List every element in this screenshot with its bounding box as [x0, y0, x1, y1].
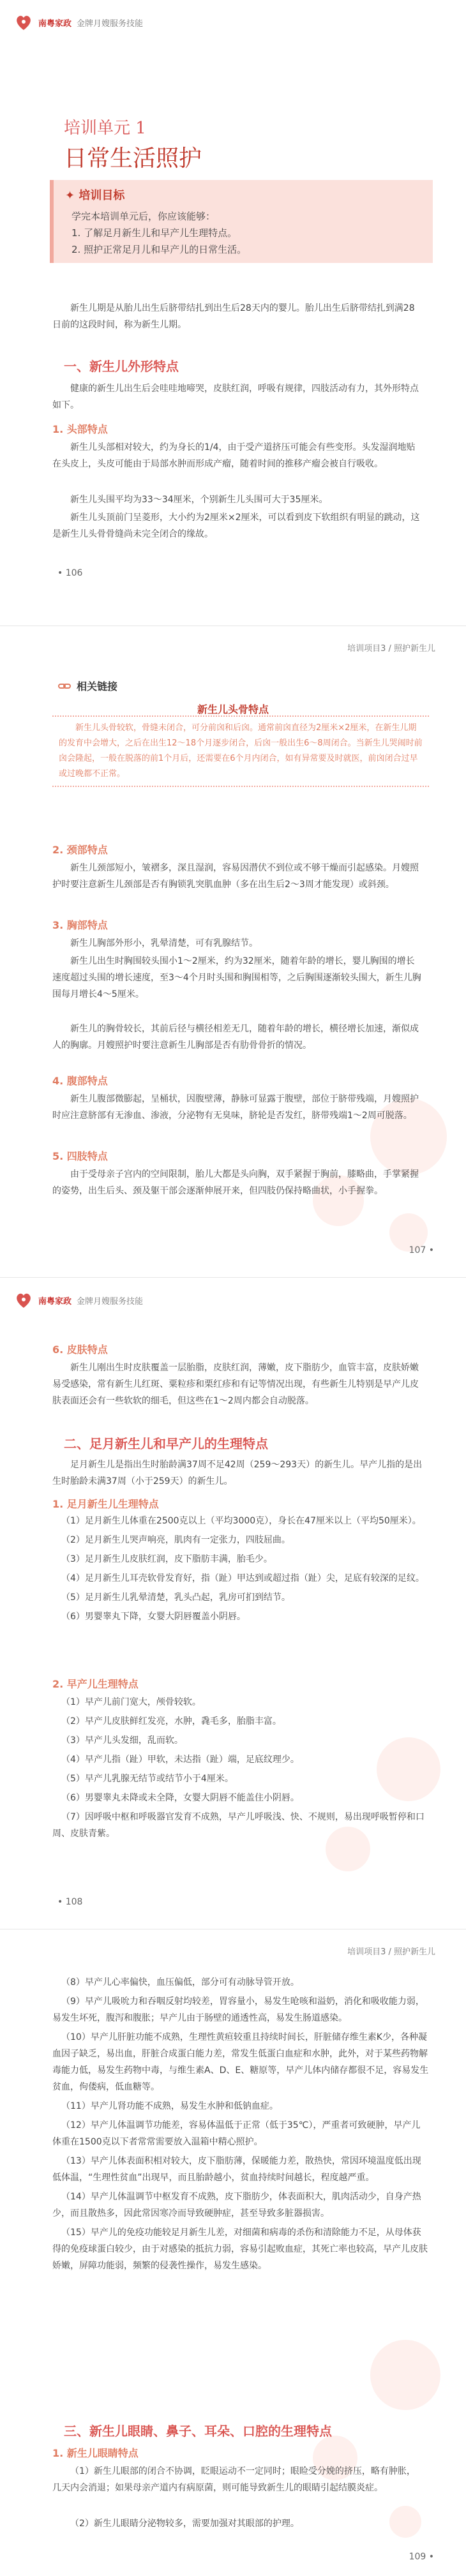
brand-subtitle: 金牌月嫂服务技能	[77, 19, 144, 29]
goal-item: 2. 照护正常足月儿和早产儿的日常生活。	[71, 244, 247, 255]
subsection-heading: 1. 新生儿眼睛特点	[52, 2447, 139, 2459]
paragraph: 新生儿头围平均为33～34厘米，个别新生儿头围可大于35厘米。	[70, 495, 328, 505]
paragraph: 新生儿胸部外形小，乳晕清楚，可有乳腺结节。	[70, 938, 258, 948]
list-item: （2）早产儿皮肤鲜红发亮，水肿，毳毛多，胎脂丰富。	[61, 1716, 282, 1726]
paragraph: 新生儿颈部短小，皱褶多，深且湿润，容易因潜伏不到位或不够干燥而引起感染。月嫂照护时要注意新生儿颈部是否有胸锁乳突肌血肿（多在出生后2～3周才能发现）或斜颈。	[52, 863, 419, 890]
related-link-header: 相关链接	[57, 678, 117, 693]
list-item: （6）男婴睾丸未降或未全降，女婴大阴唇不能盖住小阴唇。	[61, 1793, 299, 1803]
subsection-heading: 1. 足月新生儿生理特点	[52, 1498, 159, 1510]
page-number: 109 •	[409, 2552, 434, 2562]
list-item: （15）早产儿的免疫功能较足月新生儿差，对细菌和病毒的杀伤和清除能力不足，从母体获得的免疫球蛋白较少，由于对感染的抵抗力弱，容易引起败血症，其死亡率也较高，早产儿皮肤娇嫩，屏障功能弱，频繁的侵袭性操作，易发生感染。	[52, 2228, 428, 2271]
heart-logo-icon	[14, 13, 33, 32]
star-icon: ✦	[65, 189, 75, 202]
subsection-heading: 3. 胸部特点	[52, 919, 108, 931]
paragraph: 新生儿头顶前门呈菱形，大小约为2厘米×2厘米，可以看到皮下软组织有明显的跳动，这是新生儿头骨骨缝尚未完全闭合的缘故。	[52, 513, 420, 539]
subsection-heading: 2. 早产儿生理特点	[52, 1678, 139, 1690]
list-item: （6）男婴睾丸下降，女婴大阴唇覆盖小阴唇。	[61, 1612, 246, 1622]
subsection-heading: 2. 颈部特点	[52, 844, 108, 856]
paragraph: （2）新生儿眼睛分泌物较多，需要加强对其眼部的护理。	[70, 2519, 299, 2529]
list-item: （1）早产儿前门宽大，颅骨较软。	[61, 1697, 201, 1707]
brand-header	[14, 1291, 143, 1310]
list-item: （1）足月新生儿体重在2500克以上（平均3000克），身长在47厘米以上（平均50厘米）。	[61, 1516, 421, 1526]
paragraph: 新生儿腹部微膨起，呈桶状，因腹壁薄，静脉可显露于腹壁，部位于脐带残端，月嫂照护时应注意脐部有无渗血、渗液，分泌物有无臭味，脐轮是否发红，脐带残端1～2周可脱落。	[52, 1094, 419, 1121]
paragraph: 新生儿刚出生时皮肤覆盖一层胎脂，皮肤红润，薄嫩，皮下脂肪少，血管丰富，皮肤娇嫩易受感染，常有新生儿红斑、粟粒疹和栗红疹和有记等情况出现，有些新生儿特别是早产儿皮肤表面还会有一些软软的细毛，但这些在1～2周内都会自动脱落。	[52, 1363, 419, 1406]
page-108	[0, 1278, 466, 1929]
list-item: （14）早产儿体温调节中枢发育不成熟，皮下脂肪少，体表面积大，肌肉活动少，自身产热少，而且散热多，因此常因寒冷而导致硬肿症，甚至导致多脏器损害。	[52, 2192, 421, 2219]
term-physiology-list	[52, 1513, 429, 1628]
running-header: 培训项目3 / 照护新生儿	[347, 1947, 435, 1957]
list-item: （4）早产儿指（趾）甲软，未达指（趾）端，足底纹理少。	[61, 1755, 299, 1765]
list-item: （11）早产儿肾功能不成熟，易发生水肿和低钠血症。	[61, 2101, 278, 2111]
running-header: 培训项目3 / 照护新生儿	[347, 644, 435, 654]
list-item: （5）早产儿乳腺无结节或结节小于4厘米。	[61, 1774, 234, 1784]
list-item: （4）足月新生儿耳壳软骨发育好，指（趾）甲达到或超过指（趾）尖，足底有较深的足纹。	[61, 1573, 425, 1584]
list-item: （5）足月新生儿乳晕清楚，乳头凸起，乳房可扪到结节。	[61, 1592, 290, 1603]
related-link-title: 新生儿头骨特点	[197, 703, 269, 715]
paragraph: 新生儿的胸骨较长，其前后径与横径相差无几，随着年龄的增长，横径增长加速，渐似成人的胸廓。月嫂照护时要注意新生儿胸部是否有肋骨骨折的情况。	[52, 1024, 419, 1051]
goal-intro: 学完本培训单元后，你应该能够：	[71, 211, 216, 222]
paragraph: 新生儿出生时胸围较头围小1～2厘米，约为32厘米，随着年龄的增长，婴儿胸围的增长速度超过头围的增长速度，至3～4个月时头围和胸围相等，之后胸围逐渐较头围大，新生儿胸围每月增长4～5厘米。	[52, 956, 421, 1000]
paragraph: 新生儿头部相对较大，约为身长的1/4，由于受产道挤压可能会有些变形。头发湿润地贴在头皮上，头皮可能由于局部水肿而形成产瘤，随着时间的推移产瘤会被自行吸收。	[52, 442, 416, 469]
paragraph: （1）新生儿眼部的闭合不协调，眨眼运动不一定同时；眼睑受分娩的挤压，略有肿胀，几天内会消退；如果母亲产道内有病原菌，则可能导致新生儿的眼睛引起结膜炎症。	[52, 2466, 416, 2493]
page-number: • 108	[57, 1897, 83, 1907]
section-heading: 三、新生儿眼睛、鼻子、耳朵、口腔的生理特点	[64, 2423, 332, 2439]
list-item: （10）早产儿肝脏功能不成熟，生理性黄疸较重且持续时间长，肝脏储存维生素K少，各种凝血因子缺乏，易出血，肝脏合成蛋白能力差，常发生低蛋白血症和水肿，此外，对于某些药物解毒能力低，易发生药物中毒，与维生素A、D、E、糖原等，早产儿体内储存都很不足，容易发生贫血，佝偻病，低血糖等。	[52, 2032, 429, 2092]
list-item: （13）早产儿体表面积相对较大，皮下脂肪薄，保暖能力差，散热快，常因环境温度低出现低体温，“生理性贫血”出现早，而且胎龄越小，贫血持续时间越长，程度越严重。	[52, 2156, 421, 2183]
goal-title: ✦ 培训目标	[65, 189, 125, 202]
page-number: • 106	[57, 568, 83, 578]
list-item: （7）因呼吸中枢和呼吸器官发育不成熟，早产儿呼吸浅、快、不规则，易出现呼吸暂停和口周、皮肤青紫。	[52, 1812, 425, 1839]
paragraph: 由于受母亲子宫内的空间限制，胎儿大都是头向胸，双手紧握于胸前，膝略曲，手掌紧握的姿势，出生后头、颈及躯干部会逐渐伸展开来，但四肢仍保持略曲状，小手握拳。	[52, 1169, 419, 1196]
subsection-heading: 1. 头部特点	[52, 423, 108, 435]
related-link-text: 新生儿头骨较软，骨缝未闭合，可分前囟和后囟。通常前囟直径为2厘米×2厘米，在新生儿期的发育中会增大，之后在出生12～18个月逐步闭合，后囟一般出生6～8周闭合。当新生儿哭闹时前囟会隆起，一般在脱落的前1个月后，还需要在6个月内闭合，如有异常要及时就医，前囟闭合过早或过晚都不正常。	[52, 715, 429, 787]
heart-logo-icon	[14, 1291, 33, 1310]
brand-name: 南粤家政	[38, 1296, 72, 1307]
page-109	[0, 1929, 466, 2576]
list-item: （2）足月新生儿哭声响亮，肌肉有一定张力，四肢屈曲。	[61, 1535, 290, 1545]
list-item: （9）早产儿吸吮力和吞咽反射均较差，胃容量小，易发生呛咳和溢奶，消化和吸收能力弱，易发生坏死，腹泻和腹胀；早产儿由于肠壁的通透性高，易发生肠道感染。	[52, 1996, 425, 2023]
list-item: （3）早产儿头发细，乱而软。	[61, 1735, 183, 1746]
list-item: （12）早产儿体温调节功能差，容易体温低于正常（低于35℃），严重者可致硬肿，早产儿体重在1500克以下者常常需要放入温箱中精心照护。	[52, 2120, 421, 2147]
page-number: 107 •	[409, 1245, 434, 1255]
preterm-physiology-list	[52, 1694, 429, 1845]
section-paragraph: 健康的新生儿出生后会哇哇地啼哭，皮肤红润，呼吸有规律，四肢活动有力，其外形特点如下。	[52, 384, 419, 410]
brand-subtitle: 金牌月嫂服务技能	[77, 1296, 144, 1307]
brand-header	[14, 13, 143, 32]
subsection-heading: 6. 皮肤特点	[52, 1344, 108, 1356]
intro-paragraph: 新生儿期是从胎儿出生后脐带结扎到出生后28天内的婴儿。胎儿出生后脐带结扎到满28日前的这段时间，称为新生儿期。	[52, 303, 415, 330]
paragraph: 足月新生儿是指出生时胎龄满37周不足42周（259～293天）的新生儿。早产儿指的是出生时胎龄未满37周（小于259天）的新生儿。	[52, 1460, 423, 1486]
list-item: （3）足月新生儿皮肤红润，皮下脂肪丰满，胎毛少。	[61, 1554, 273, 1564]
preterm-physiology-list-continued	[52, 1974, 429, 2277]
section-heading: 一、新生儿外形特点	[64, 359, 179, 374]
page-106	[0, 0, 466, 625]
page-107	[0, 626, 466, 1277]
brand-name: 南粤家政	[38, 19, 72, 29]
training-goal-box	[50, 180, 433, 263]
unit-title: 日常生活照护	[64, 146, 202, 172]
subsection-heading: 5. 四肢特点	[52, 1150, 108, 1162]
chain-link-icon	[57, 679, 71, 693]
unit-label: 培训单元 1	[64, 119, 146, 138]
section-heading: 二、足月新生儿和早产儿的生理特点	[64, 1436, 268, 1451]
goal-item: 1. 了解足月新生儿和早产儿生理特点。	[71, 227, 237, 239]
list-item: （8）早产儿心率偏快，血压偏低，部分可有动脉导管开放。	[61, 1977, 299, 1988]
subsection-heading: 4. 腹部特点	[52, 1075, 108, 1087]
